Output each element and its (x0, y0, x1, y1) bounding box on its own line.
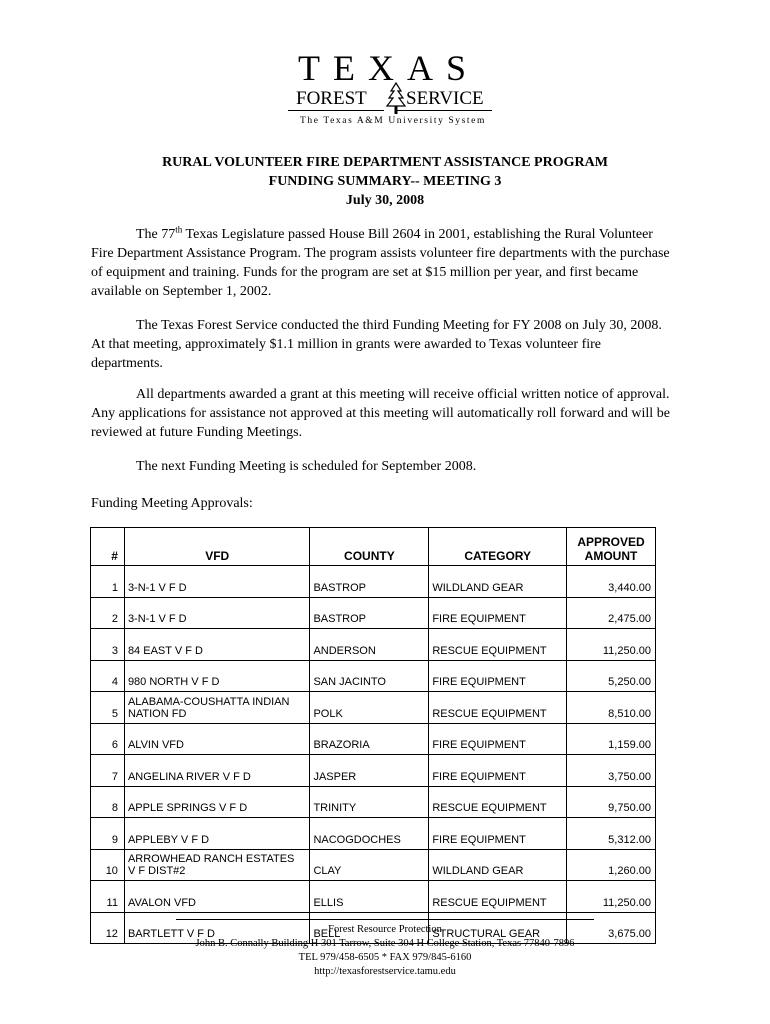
document-title-line-2: FUNDING SUMMARY-- MEETING 3 (268, 174, 502, 189)
header-vfd: VFD (124, 528, 310, 566)
cell-county: TRINITY (310, 786, 429, 818)
table-row (91, 881, 656, 913)
cell-vfd: 84 EAST V F D (124, 629, 310, 661)
cell-approved-amount: 11,250.00 (567, 629, 656, 661)
texas-forest-service-logo (288, 48, 498, 132)
cell-approved-amount: 1,260.00 (567, 849, 656, 881)
paragraph-notice (91, 385, 676, 442)
footer-department: Forest Resource Protection (328, 924, 442, 935)
table-row (91, 755, 656, 787)
cell-category: FIRE EQUIPMENT (429, 660, 567, 692)
table-row (91, 786, 656, 818)
cell-number: 11 (91, 881, 125, 913)
cell-county: NACOGDOCHES (310, 818, 429, 850)
cell-vfd: ARROWHEAD RANCH ESTATES V F DIST#2 (124, 849, 310, 881)
cell-number: 9 (91, 818, 125, 850)
cell-vfd: 3-N-1 V F D (124, 597, 310, 629)
cell-county: ELLIS (310, 881, 429, 913)
paragraph-meeting (91, 316, 676, 373)
cell-vfd: ALVIN VFD (124, 723, 310, 755)
cell-county: BASTROP (310, 597, 429, 629)
table-row (91, 660, 656, 692)
table-row (91, 597, 656, 629)
footer-phone-fax: TEL 979/458-6505 * FAX 979/845-6160 (298, 952, 472, 963)
cell-number: 3 (91, 629, 125, 661)
cell-approved-amount: 3,440.00 (567, 566, 656, 598)
cell-county: ANDERSON (310, 629, 429, 661)
cell-number: 2 (91, 597, 125, 629)
footer-rule (176, 919, 594, 920)
cell-county: BASTROP (310, 566, 429, 598)
cell-approved-amount: 2,475.00 (567, 597, 656, 629)
cell-number: 5 (91, 692, 125, 724)
cell-county: SAN JACINTO (310, 660, 429, 692)
funding-approvals-table (90, 527, 656, 944)
cell-approved-amount: 8,510.00 (567, 692, 656, 724)
table-row (91, 723, 656, 755)
cell-vfd: 3-N-1 V F D (124, 566, 310, 598)
paragraph-notice-text: All departments awarded a grant at this meeting will receive official written notice of approval. Any applications for assistance not approved at this meeting will automatically roll forward and will be reviewed at future Funding Meetings. (91, 387, 670, 440)
cell-vfd: ALABAMA-COUSHATTA INDIAN NATION FD (124, 692, 310, 724)
header-category: CATEGORY (429, 528, 567, 566)
cell-approved-amount: 1,159.00 (567, 723, 656, 755)
table-row (91, 566, 656, 598)
logo-rule-left (288, 110, 384, 111)
cell-number: 10 (91, 849, 125, 881)
ordinal-suffix: th (175, 224, 183, 235)
logo-forest-word: FOREST (296, 88, 367, 109)
table-row (91, 629, 656, 661)
cell-category: FIRE EQUIPMENT (429, 818, 567, 850)
table-row (91, 849, 656, 881)
logo-rule-right (396, 110, 492, 111)
table-header-row (91, 528, 656, 566)
cell-vfd: APPLE SPRINGS V F D (124, 786, 310, 818)
cell-category: FIRE EQUIPMENT (429, 755, 567, 787)
cell-vfd: 980 NORTH V F D (124, 660, 310, 692)
cell-county: BRAZORIA (310, 723, 429, 755)
cell-approved-amount: 5,250.00 (567, 660, 656, 692)
cell-category: WILDLAND GEAR (429, 849, 567, 881)
cell-category: FIRE EQUIPMENT (429, 723, 567, 755)
cell-approved-amount: 3,750.00 (567, 755, 656, 787)
footer-address: John B. Connally Building H 301 Tarrow, Suite 304 H College Station, Texas 77840-7896 (195, 938, 575, 949)
cell-county: JASPER (310, 755, 429, 787)
paragraph-legislation (91, 225, 676, 301)
cell-vfd: APPLEBY V F D (124, 818, 310, 850)
approvals-heading: Funding Meeting Approvals: (91, 496, 253, 511)
paragraph-next-meeting (91, 457, 676, 476)
cell-approved-amount: 3,675.00 (567, 912, 656, 944)
header-county: COUNTY (310, 528, 429, 566)
cell-category: RESCUE EQUIPMENT (429, 786, 567, 818)
logo-texas-word: TEXAS (298, 48, 479, 88)
cell-county: CLAY (310, 849, 429, 881)
cell-number: 7 (91, 755, 125, 787)
cell-category: STRUCTURAL GEAR (429, 912, 567, 944)
paragraph-legislation-text-a: The 77 (136, 227, 176, 242)
cell-number: 12 (91, 912, 125, 944)
paragraph-meeting-text: The Texas Forest Service conducted the third Funding Meeting for FY 2008 on July 30, 2008. At that meeting, approximately $1.1 million in grants were awarded to Texas volunteer fire departments. (91, 318, 662, 371)
header-approved-amount: APPROVED AMOUNT (567, 528, 656, 566)
cell-approved-amount: 9,750.00 (567, 786, 656, 818)
cell-county: BELL (310, 912, 429, 944)
cell-category: FIRE EQUIPMENT (429, 597, 567, 629)
cell-number: 8 (91, 786, 125, 818)
cell-approved-amount: 11,250.00 (567, 881, 656, 913)
cell-category: WILDLAND GEAR (429, 566, 567, 598)
cell-category: RESCUE EQUIPMENT (429, 881, 567, 913)
paragraph-next-meeting-text: The next Funding Meeting is scheduled for September 2008. (136, 459, 477, 474)
document-date: July 30, 2008 (345, 193, 425, 208)
cell-vfd: BARTLETT V F D (124, 912, 310, 944)
cell-category: RESCUE EQUIPMENT (429, 629, 567, 661)
cell-number: 4 (91, 660, 125, 692)
logo-tagline: The Texas A&M University System (300, 116, 486, 126)
cell-number: 6 (91, 723, 125, 755)
header-number: # (91, 528, 125, 566)
cell-vfd: ANGELINA RIVER V F D (124, 755, 310, 787)
cell-approved-amount: 5,312.00 (567, 818, 656, 850)
table-row (91, 692, 656, 724)
cell-county: POLK (310, 692, 429, 724)
cell-number: 1 (91, 566, 125, 598)
logo-service-word: SERVICE (406, 88, 484, 109)
footer-website: http://texasforestservice.tamu.edu (314, 966, 456, 977)
document-title-line-1: RURAL VOLUNTEER FIRE DEPARTMENT ASSISTANCE PROGRAM (162, 155, 608, 170)
paragraph-legislation-text-b: Texas Legislature passed House Bill 2604 in 2001, establishing the Rural Volunteer Fire Department Assistance Program. The program assists volunteer fire departments with the purchase of equipment and training. Funds for the program are set at $15 million per year, and first became available on September 1, 2002. (91, 227, 670, 299)
cell-vfd: AVALON VFD (124, 881, 310, 913)
table-row (91, 818, 656, 850)
cell-category: RESCUE EQUIPMENT (429, 692, 567, 724)
